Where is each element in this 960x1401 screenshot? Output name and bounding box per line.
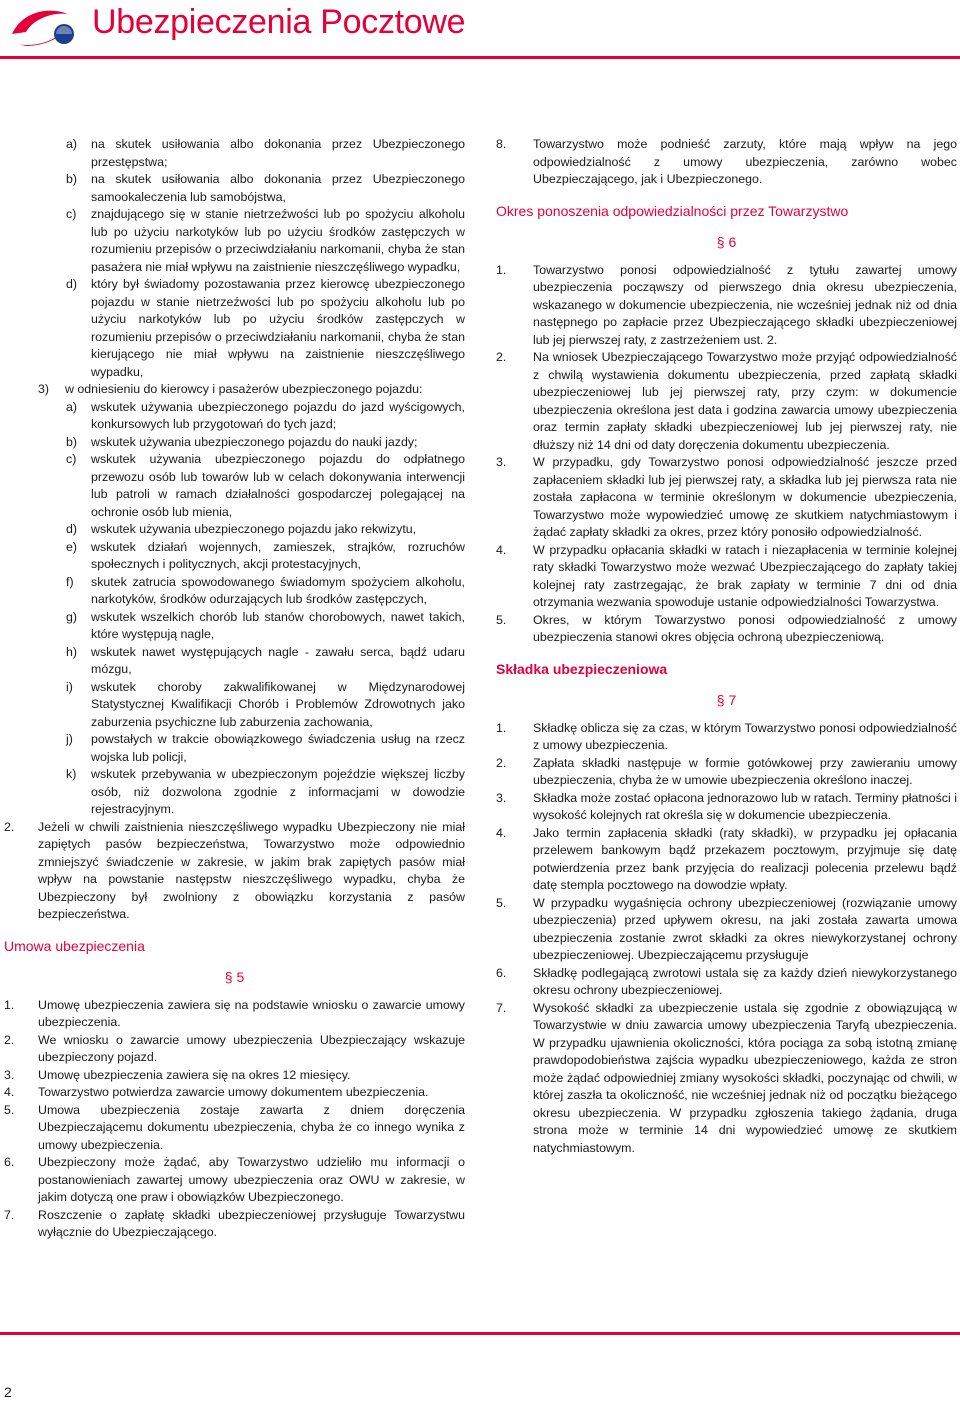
footer-rule: [0, 1332, 960, 1335]
list-text: Umowę ubezpieczenia zawiera się na podstawie wniosku o zawarcie umowy ubezpieczenia.: [38, 997, 465, 1029]
list-marker: 5.: [496, 895, 507, 910]
list-item: [4, 381, 465, 399]
paragraph-number: § 5: [224, 969, 245, 985]
list-item: [4, 997, 465, 1032]
list-text: Składkę podlegającą zwrotowi ustala się za każdy dzień niewykorzystanego okresu ochrony ubezpieczeniowej.: [533, 965, 957, 997]
list-item: [496, 1000, 957, 1158]
list-item: [4, 731, 465, 766]
list-item: [4, 136, 465, 171]
list-item: [4, 539, 465, 574]
list-marker: 2.: [4, 819, 15, 834]
list-text: wskutek przebywania w ubezpieczonym pojeździe większej liczby osób, niż dozwolona zgodnie z informacjami w dowodzie rejestracyjnym.: [91, 767, 465, 816]
list-text: Składka może zostać opłacona jednorazowo lub w ratach. Terminy płatności i wysokość kolejnych rat określa się w dokumencie ubezpieczenia.: [533, 790, 957, 822]
list-marker: e): [66, 539, 78, 554]
list-text: na skutek usiłowania albo dokonania przez Ubezpieczonego samookaleczenia lub samobójstwa,: [91, 172, 465, 204]
list-marker: b): [66, 434, 78, 449]
list-item: [4, 766, 465, 819]
list-text: Składkę oblicza się za czas, w którym Towarzystwo ponosi odpowiedzialność z umowy ubezpieczenia.: [533, 720, 957, 752]
list-item: [496, 136, 957, 189]
list-marker: k): [66, 767, 77, 781]
list-item: [4, 819, 465, 924]
list-text: wskutek używania ubezpieczonego pojazdu do nauki jazdy;: [91, 434, 418, 449]
list-item: [4, 451, 465, 521]
list-marker: j): [66, 732, 73, 746]
list-item: [496, 965, 957, 1000]
list-marker: d): [66, 277, 78, 291]
list-text: powstałych w trakcie obowiązkowego świadczenia usług na rzecz wojska lub policji,: [91, 732, 465, 764]
list-text: W przypadku, gdy Towarzystwo ponosi odpowiedzialność jeszcze przed zapłaceniem składki lub jej pierwszej raty, a składka lub jej pierwsza rata nie została zapłacona w terminie określonym w dokumencie ubezpieczenia, Towarzystwo może wypowiedzieć umowę ze skutkiem natychmiastowym i żądać zapłaty składki za okres, przez który ponosiło odpowiedzialność.: [533, 455, 957, 539]
list-text: Towarzystwo może podnieść zarzuty, które mają wpływ na jego odpowiedzialność z umowy ubezpieczenia, zarówno wobec Ubezpieczającego, jak i Ubezpieczonego.: [533, 137, 957, 186]
list-text: Ubezpieczony może żądać, aby Towarzystwo udzieliło mu informacji o postanowieniach zawartej umowy ubezpieczenia oraz OWU w zakresie, w jakim dotyczą one praw i obowiązków Ubezpieczonego.: [38, 1155, 465, 1204]
page-header: [0, 0, 960, 60]
list-text: skutek zatrucia spowodowanego świadomym spożyciem alkoholu, narkotyków, środków odurzających lub środków zastępczych,: [91, 574, 465, 606]
list-marker: 4.: [4, 1085, 15, 1099]
list-marker: 6.: [4, 1155, 15, 1169]
list-item: [4, 276, 465, 381]
list-item: [4, 206, 465, 276]
list-item: [4, 521, 465, 539]
list-marker: 6.: [496, 965, 507, 980]
ubezpieczenia-pocztowe-logo-icon: [8, 4, 86, 50]
list-item: [4, 679, 465, 732]
list-text: wskutek nawet występujących nagle - zawału serca, bądź udaru mózgu,: [91, 644, 465, 676]
list-text: We wniosku o zawarcie umowy ubezpieczenia Ubezpieczający wskazuje ubezpieczony pojazd.: [38, 1032, 465, 1064]
list-item: [4, 609, 465, 644]
list-text: W przypadku opłacania składki w ratach i niezapłacenia w terminie kolejnej raty składki Towarzystwo może wezwać Ubezpieczającego do zapłaty takiej kolejnej raty zastrzegając, że brak zapłaty w terminie 7 dni od dnia otrzymania wezwania spowoduje ustanie odpowiedzialności Towarzystwa.: [533, 542, 957, 609]
list-text: Umowę ubezpieczenia zawiera się na okres 12 miesięcy.: [38, 1067, 351, 1082]
brand-name: Ubezpieczenia Pocztowe: [92, 3, 466, 41]
list-marker: 4.: [496, 825, 507, 840]
list-text: Towarzystwo potwierdza zawarcie umowy dokumentem ubezpieczenia.: [38, 1085, 429, 1099]
list-marker: 5.: [496, 612, 507, 627]
list-text: Zapłata składki następuje w formie gotówkowej przy zawieraniu umowy ubezpieczenia, chyba że w umowie ubezpieczenia określono inaczej.: [533, 755, 957, 787]
paragraph-number: § 6: [716, 234, 737, 250]
list-text: wskutek wszelkich chorób lub stanów chorobowych, nawet takich, które występują nagle,: [91, 609, 465, 641]
list-text: Wysokość składki za ubezpieczenie ustala się zgodnie z obowiązującą w Towarzystwie w dniu zawarcia umowy ubezpieczenia Taryfą ubezpieczenia. W przypadku ujawnienia okoliczności, która pociąga za sobą istotną zmianę prawdopodobieństwa zajścia wypadku ubezpieczeniowego, każda ze stron może żądać odpowiedniej zmiany wysokości składki, poczynając od chwili, w której zaszła ta okoliczność, nie wcześniej jednak niż od początku bieżącego okresu ubezpieczenia. W przypadku zgłoszenia takiego żądania, druga strona może w terminie 14 dni wypowiedzieć umowę ze skutkiem natychmiastowym.: [533, 1000, 957, 1155]
list-marker: 2.: [4, 1032, 15, 1047]
list-marker: 7.: [4, 1207, 15, 1222]
list-item: [496, 454, 957, 542]
list-text: Jeżeli w chwili zaistnienia nieszczęśliwego wypadku Ubezpieczony nie miał zapiętych pasów bezpieczeństwa, Towarzystwo może odpowiednio zmniejszyć świadczenie w zakresie, w jakim brak zapiętych pasów miał wpływ na powstanie następstw nieszczęśliwego wypadku, chyba że Ubezpieczony był zwolniony z obowiązku korzystania z pasów bezpieczeństwa.: [38, 819, 465, 921]
header-rule: [0, 56, 960, 59]
list-text: w odniesieniu do kierowcy i pasażerów ubezpieczonego pojazdu:: [65, 382, 423, 396]
list-marker: a): [66, 137, 78, 151]
list-marker: c): [66, 452, 77, 466]
list-item: [4, 171, 465, 206]
list-text: Umowa ubezpieczenia zostaje zawarta z dniem doręczenia Ubezpieczającemu dokumentu ubezpieczenia, chyba że co innego wynika z umowy ubezpieczenia.: [38, 1102, 465, 1152]
list-marker: 3.: [4, 1067, 15, 1082]
list-item: [4, 1032, 465, 1067]
list-marker: i): [66, 679, 73, 694]
list-item: [496, 612, 957, 647]
list-text: wskutek używania ubezpieczonego pojazdu do odpłatnego przewozu osób lub towarów lub w celach dokonywania interwencji lub patroli w ramach działalności gospodarczej polegającej na ochronie osób lub mienia,: [91, 452, 465, 519]
list-marker: d): [66, 522, 78, 536]
list-text: Towarzystwo ponosi odpowiedzialność z tytułu zawartej umowy ubezpieczenia począwszy od pierwszego dnia okresu ubezpieczenia, wskazanego w dokumencie ubezpieczenia, nie wcześniej jednak niż od dnia następnego po zapłacie przez Ubezpieczającego składki ubezpieczeniowej lub jej pierwszej raty, z zastrzeżeniem ust. 2.: [533, 262, 957, 347]
list-item: [496, 755, 957, 790]
list-item: [4, 1102, 465, 1155]
list-text: znajdującego się w stanie nietrzeźwości lub po spożyciu alkoholu lub po użyciu narkotyków lub po użyciu środków zastępczych w rozumieniu przepisów o przeciwdziałaniu narkomanii, chyba że stan pasażera nie miał wpływu na zaistnienie nieszczęśliwego wypadku,: [91, 207, 465, 274]
list-marker: 2.: [496, 755, 507, 770]
list-text: Okres, w którym Towarzystwo ponosi odpowiedzialność z umowy ubezpieczenia stanowi okres objęcia ochroną ubezpieczeniową.: [533, 612, 957, 644]
list-marker: 1.: [496, 262, 507, 277]
list-marker: 5.: [4, 1102, 15, 1117]
list-text: wskutek używania ubezpieczonego pojazdu do jazd wyścigowych, konkursowych lub przygotowań do tych jazd;: [91, 399, 465, 431]
list-text: wskutek choroby zakwalifikowanej w Międzynarodowej Statystycznej Kwalifikacji Chorób i Problemów Zdrowotnych jako zaburzenia psychiczne lub zaburzenia zachowania,: [91, 679, 465, 729]
list-text: wskutek działań wojennych, zamieszek, strajków, rozruchów społecznych i politycznych, akcji protestacyjnych,: [91, 539, 465, 571]
list-item: [4, 574, 465, 609]
list-marker: h): [66, 644, 78, 659]
list-text: na skutek usiłowania albo dokonania przez Ubezpieczonego przestępstwa;: [91, 137, 465, 169]
list-marker: b): [66, 172, 78, 186]
list-item: [496, 262, 957, 350]
list-item: [4, 399, 465, 434]
list-text: Jako termin zapłacenia składki (raty składki), w przypadku jej opłacania przelewem bankowym bądź przekazem pocztowym, przyjmuje się datę potwierdzenia przez bank przyjęcia do realizacji polecenia przelewu bądź datę stempla pocztowego na dowodzie wpłaty.: [533, 825, 957, 892]
list-item: [4, 644, 465, 679]
list-marker: 7.: [496, 1000, 507, 1015]
list-item: [496, 790, 957, 825]
list-marker: a): [66, 399, 78, 414]
list-marker: c): [66, 207, 77, 221]
list-item: [496, 349, 957, 454]
list-marker: 3): [38, 382, 50, 396]
paragraph-number: § 7: [716, 692, 737, 708]
list-text: Roszczenie o zapłatę składki ubezpieczeniowej przysługuje Towarzystwu wyłącznie do Ubezpieczającego.: [38, 1207, 465, 1239]
right-column: [496, 136, 957, 1157]
left-column: [4, 136, 465, 1242]
list-item: [496, 720, 957, 755]
list-item: [496, 542, 957, 612]
page-number: 2: [4, 1384, 12, 1400]
list-marker: 4.: [496, 542, 507, 557]
list-item: [496, 895, 957, 965]
section-heading: Okres ponoszenia odpowiedzialności przez Towarzystwo: [496, 202, 849, 219]
list-text: W przypadku wygaśnięcia ochrony ubezpieczeniowej (rozwiązanie umowy ubezpieczenia) przed upływem okresu, na jaki została zawarta umowa ubezpieczenia zostanie zwrot składki za okres niewykorzystanej ochrony ubezpieczeniowej. Ubezpieczającemu przysługuje: [533, 895, 957, 962]
section-heading: Składka ubezpieczeniowa: [496, 660, 668, 677]
list-marker: f): [66, 574, 74, 589]
list-marker: 1.: [496, 720, 507, 735]
list-item: [4, 434, 465, 452]
list-text: Na wniosek Ubezpieczającego Towarzystwo może przyjąć odpowiedzialność z chwilą wystawienia dokumentu ubezpieczenia, przed zapłatą składki ubezpieczeniowej lub jej pierwszej raty, przy czym: w dokumencie ubezpieczenia określona jest data i godzina zawarcia umowy ubezpieczenia oraz termin zapłaty składki ubezpieczeniowej lub jej pierwszej raty, nie dłuższy niż 14 dni od daty doręczenia dokumentu ubezpieczenia.: [533, 350, 957, 452]
list-item: [4, 1207, 465, 1242]
list-marker: 3.: [496, 790, 507, 805]
list-item: [4, 1154, 465, 1207]
list-marker: 3.: [496, 455, 507, 469]
list-item: [496, 825, 957, 895]
list-text: który był świadomy pozostawania przez kierowcę ubezpieczonego pojazdu w stanie nietrzeźwości lub po spożyciu alkoholu lub po użyciu narkotyków lub po użyciu środków zastępczych w rozumieniu przepisów o przeciwdziałaniu narkomanii, chyba że stan kierującego nie miał wpływu na zaistnienie nieszczęśliwego wypadku,: [91, 277, 465, 379]
list-item: [4, 1084, 465, 1102]
list-text: wskutek używania ubezpieczonego pojazdu jako rekwizytu,: [91, 522, 417, 536]
list-marker: 2.: [496, 350, 507, 364]
section-heading: Umowa ubezpieczenia: [4, 937, 145, 954]
list-marker: g): [66, 609, 78, 624]
list-marker: 8.: [496, 137, 507, 151]
list-marker: 1.: [4, 997, 15, 1012]
list-item: [4, 1067, 465, 1085]
